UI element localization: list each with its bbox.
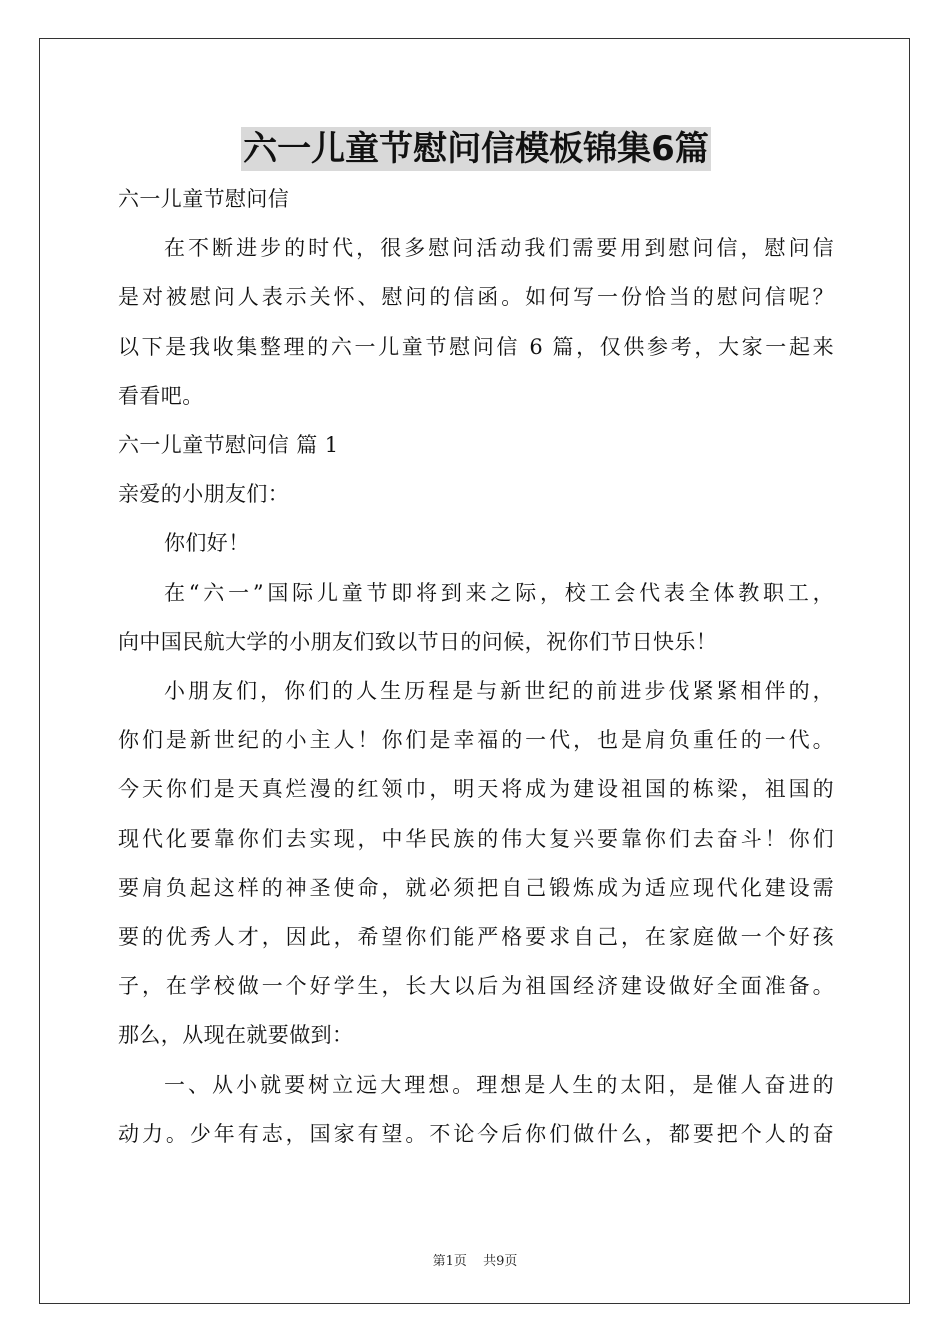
text-line: 今天你们是天真烂漫的红领巾，明天将成为建设祖国的栋梁，祖国的	[118, 777, 834, 802]
text-line: 你们是新世纪的小主人！你们是幸福的一代，也是肩负重任的一代。	[118, 728, 834, 753]
text-line: 现代化要靠你们去实现，中华民族的伟大复兴要靠你们去奋斗！你们	[118, 826, 834, 851]
text-line: 六一儿童节慰问信	[118, 187, 290, 211]
text-line: 动力。少年有志，国家有望。不论今后你们做什么，都要把个人的奋	[118, 1121, 834, 1146]
page-number-current: 第1页	[432, 1254, 467, 1269]
document-body	[118, 124, 834, 1159]
text-line: 以下是我收集整理的六一儿童节慰问信 6 篇，仅供参考，大家一起来	[118, 334, 834, 359]
document-text	[118, 175, 834, 1159]
text-line: 子，在学校做一个好学生，长大以后为祖国经济建设做好全面准备。	[118, 974, 834, 999]
text-line: 是对被慰问人表示关怀、慰问的信函。如何写一份恰当的慰问信呢？	[118, 285, 834, 310]
text-line: 要肩负起这样的神圣使命，就必须把自己锻炼成为适应现代化建设需	[118, 875, 834, 900]
text-line: 一、从小就要树立远大理想。理想是人生的太阳，是催人奋进的	[164, 1072, 834, 1097]
document-title-text: 六一儿童节慰问信模板锦集6篇	[243, 129, 709, 169]
text-line: 要的优秀人才，因此，希望你们能严格要求自己，在家庭做一个好孩	[118, 925, 834, 950]
text-line: 向中国民航大学的小朋友们致以节日的问候，祝你们节日快乐！	[118, 629, 718, 654]
text-line: 那么，从现在就要做到：	[118, 1023, 354, 1048]
text-line: 六一儿童节慰问信 篇 1	[118, 433, 339, 458]
text-line: 在“六一”国际儿童节即将到来之际，校工会代表全体教职工，	[164, 580, 834, 605]
text-line: 在不断进步的时代，很多慰问活动我们需要用到慰问信，慰问信	[164, 236, 834, 261]
document-title	[118, 124, 834, 174]
text-line: 看看吧。	[118, 383, 204, 408]
page-number-total: 共9页	[483, 1254, 518, 1269]
text-line: 你们好！	[164, 531, 250, 556]
text-line: 亲爱的小朋友们：	[118, 482, 290, 507]
text-line: 小朋友们，你们的人生历程是与新世纪的前进步伐紧紧相伴的，	[164, 679, 834, 704]
page-footer	[0, 1250, 950, 1269]
